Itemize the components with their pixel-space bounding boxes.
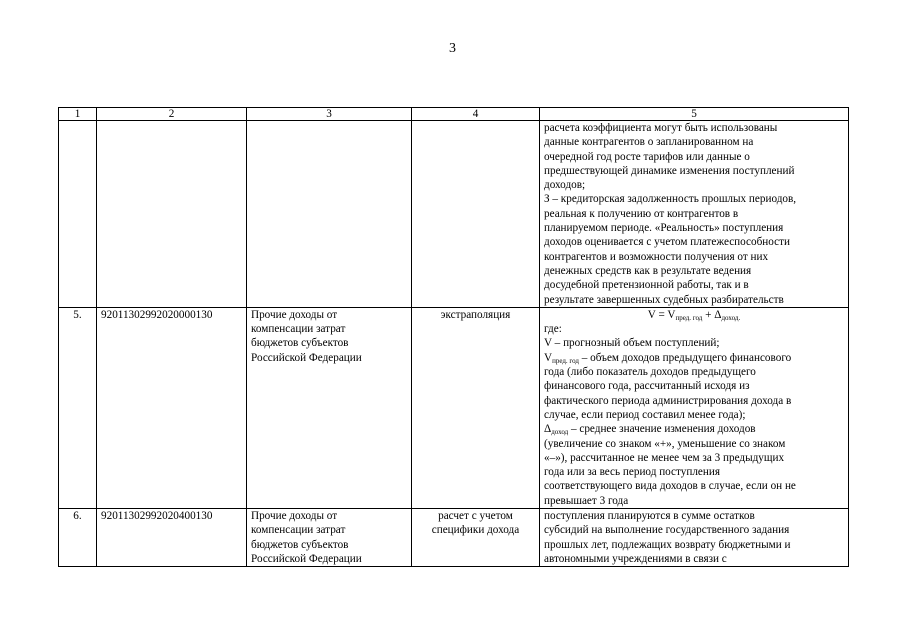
revenue-code: 92011302992020000130 (97, 307, 247, 508)
text-line: расчета коэффициента могут быть использованы (544, 122, 778, 134)
text-line: Российской Федерации (251, 552, 362, 565)
method-description-cell (540, 307, 849, 508)
text-line: компенсации затрат (251, 524, 346, 537)
text-line: данные контрагентов о запланированном на (544, 136, 754, 149)
text-line: Российской Федерации (251, 351, 362, 364)
revenue-forecast-table (58, 107, 849, 567)
text-line: V – прогнозный объем поступлений; (544, 337, 720, 350)
text-line: года (либо показатель доходов предыдущего (544, 366, 756, 379)
text-line: субсидий на выполнение государственного задания (544, 524, 790, 537)
revenue-code: 92011302992020400130 (97, 509, 247, 567)
header-cell: 3 (247, 108, 412, 121)
text-line: очередной год росте тарифов или данные о (544, 150, 750, 163)
text-part: – объем доходов предыдущего финансового (578, 351, 792, 364)
text-line: денежных средств как в результате ведения (544, 264, 752, 277)
formula-part: + Δ (702, 308, 722, 321)
text-line: «–»), рассчитанное не менее чем за 3 предыдущих (544, 451, 785, 464)
text-line: З – кредиторская задолженность прошлых периодов, (544, 193, 797, 206)
symbol-subscript: доход (551, 428, 569, 437)
text-line: доходов; (544, 179, 586, 192)
text-line: компенсации затрат (251, 323, 346, 336)
forecast-method-cell (412, 509, 540, 567)
text-line: предшествующей динамике изменения поступлений (544, 164, 795, 177)
text-line: доходов оценивается с учетом платежеспособности (544, 236, 790, 249)
text-line: года или за весь период поступления (544, 466, 721, 479)
symbol: V (544, 351, 553, 364)
text-line: поступления планируются в сумме остатков (544, 510, 755, 523)
text-line: Прочие доходы от (251, 308, 338, 321)
text-line: превышает 3 года (544, 494, 629, 507)
formula (544, 308, 844, 322)
revenue-name-cell (247, 307, 412, 508)
row-number: 6. (59, 509, 97, 567)
text-line: бюджетов субъектов (251, 538, 349, 551)
text-line (544, 351, 844, 365)
empty-cell (59, 121, 97, 308)
text-line: планируемом периоде. «Реальность» поступления (544, 222, 784, 235)
text-line: финансового года, рассчитанный исходя из (544, 380, 750, 393)
formula-subscript: пред. год (675, 313, 703, 322)
text-line: досудебной претензионной работы, так и в (544, 279, 749, 292)
text-line: где: (544, 323, 562, 336)
symbol: Δ (544, 423, 552, 436)
text-line: контрагентов и возможности получения от них (544, 250, 769, 263)
formula-part: V = V (647, 308, 676, 321)
text-line: реальная к получению от контрагентов в (544, 207, 739, 220)
table-row-continuation (59, 121, 849, 308)
header-cell: 4 (412, 108, 540, 121)
header-cell: 2 (97, 108, 247, 121)
empty-cell (247, 121, 412, 308)
text-line: соответствующего вида доходов в случае, если он не (544, 480, 796, 493)
table-header-row (59, 108, 849, 121)
text-line: фактического периода администрирования дохода в (544, 394, 792, 407)
text-part: – среднее значение изменения доходов (568, 423, 756, 436)
text-line: (увеличение со знаком «+», уменьшение со знаком (544, 437, 786, 450)
empty-cell (412, 121, 540, 308)
table-row-5 (59, 307, 849, 508)
forecast-method: экстраполяция (412, 307, 540, 508)
text-line: автономными учреждениями в связи с (544, 552, 727, 565)
method-description-cell (540, 509, 849, 567)
empty-cell (97, 121, 247, 308)
text-line: бюджетов субъектов (251, 337, 349, 350)
text-line (544, 422, 844, 436)
text-line: расчет с учетом (438, 510, 513, 523)
text-line: специфики дохода (431, 524, 520, 537)
revenue-name-cell (247, 509, 412, 567)
symbol-subscript: пред. год (552, 356, 579, 365)
method-description-cell (540, 121, 849, 308)
page-number: 3 (449, 41, 456, 56)
text-line: прошлых лет, подлежащих возврату бюджетными и (544, 538, 791, 551)
text-line: случае, если период составил менее года); (544, 408, 746, 421)
header-cell: 5 (540, 108, 849, 121)
table-row-6 (59, 509, 849, 567)
text-line: результате завершенных судебных разбирательств (544, 293, 784, 306)
formula-subscript: доход. (721, 313, 741, 322)
text-line: Прочие доходы от (251, 510, 338, 523)
row-number: 5. (59, 307, 97, 508)
header-cell: 1 (59, 108, 97, 121)
